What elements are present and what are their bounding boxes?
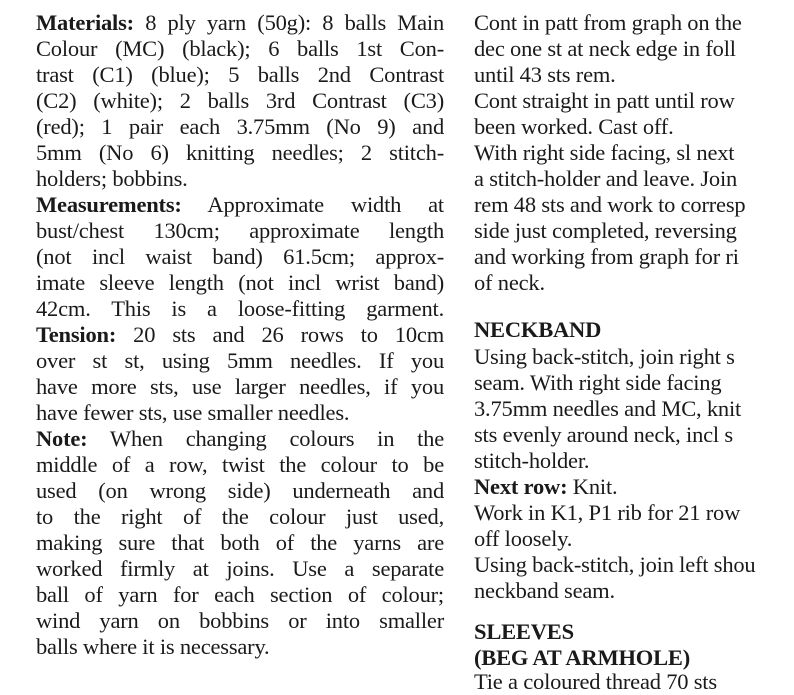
measurements-label: Measurements: [36, 192, 182, 217]
text-line: Measurements: Approximate width at [36, 192, 444, 217]
sleeves-heading: SLEEVES [474, 619, 574, 644]
text-line: Cont straight in patt until row [474, 88, 735, 113]
text-line: used (on wrong side) underneath and [36, 478, 444, 503]
text-line: 42cm. This is a loose-fitting garment. [36, 296, 444, 321]
text-line: and working from graph for ri [474, 244, 739, 269]
text-line: Tension: 20 sts and 26 rows to 10cm [36, 322, 444, 347]
text-line: until 43 sts rem. [474, 62, 616, 87]
text-line: (C2) (white); 2 balls 3rd Contrast (C3) [36, 88, 444, 113]
text-line: of neck. [474, 270, 545, 295]
left-column [36, 0, 446, 680]
text-line: have more sts, use larger needles, if you [36, 374, 444, 399]
tension-label: Tension: [36, 322, 117, 347]
neckband-heading: NECKBAND [474, 317, 602, 342]
sleeves-subheading: (BEG AT ARMHOLE) [474, 645, 690, 670]
text-line: over st st, using 5mm needles. If you [36, 348, 444, 373]
text-line: stitch-holder. [474, 448, 590, 473]
text-line: Note: When changing colours in the [36, 426, 444, 451]
text-line: dec one st at neck edge in foll [474, 36, 736, 61]
text-line: Next row: Knit. [474, 474, 618, 499]
text-line: Work in K1, P1 rib for 21 row [474, 500, 741, 525]
text-line: 3.75mm needles and MC, knit [474, 396, 742, 421]
text-line: have fewer sts, use smaller needles. [36, 400, 350, 425]
text-line: holders; bobbins. [36, 166, 188, 191]
text-line: Using back-stitch, join left shou [474, 552, 756, 577]
text-line: Cont in patt from graph on the [474, 10, 742, 35]
text-line: seam. With right side facing [474, 370, 722, 395]
text-line: ball of yarn for each section of colour; [36, 582, 444, 607]
text-line: neckband seam. [474, 578, 615, 603]
text-line: 5mm (No 6) knitting needles; 2 stitch- [36, 140, 444, 165]
text-line: With right side facing, sl next [474, 140, 735, 165]
text-line: making sure that both of the yarns are [36, 530, 444, 555]
text-line: middle of a row, twist the colour to be [36, 452, 444, 477]
text-line: Using back-stitch, join right s [474, 344, 735, 369]
text-line-cut: Tie a coloured thread 70 sts [474, 669, 717, 694]
text-line: Materials: 8 ply yarn (50g): 8 balls Main [36, 10, 444, 35]
text-line: a stitch-holder and leave. Join [474, 166, 738, 191]
text-line: off loosely. [474, 526, 573, 551]
text-line: worked firmly at joins. Use a separate [36, 556, 444, 581]
materials-label: Materials: [36, 10, 134, 35]
text-line: sts evenly around neck, incl s [474, 422, 733, 447]
text-line: side just completed, reversing [474, 218, 737, 243]
text-line: (not incl waist band) 61.5cm; approx- [36, 244, 444, 269]
text-line: rem 48 sts and work to corresp [474, 192, 746, 217]
right-column [474, 0, 794, 694]
text-line: imate sleeve length (not incl wrist band) [36, 270, 444, 295]
text-line: bust/chest 130cm; approximate length [36, 218, 444, 243]
text-line: been worked. Cast off. [474, 114, 674, 139]
text-line: (red); 1 pair each 3.75mm (No 9) and [36, 114, 444, 139]
text-line: wind yarn on bobbins or into smaller [36, 608, 444, 633]
text-line: to the right of the colour just used, [36, 504, 444, 529]
next-row-label: Next row: [474, 474, 568, 499]
text-line: balls where it is necessary. [36, 634, 270, 659]
text-line: trast (C1) (blue); 5 balls 2nd Contrast [36, 62, 444, 87]
note-label: Note: [36, 426, 88, 451]
text-line: Colour (MC) (black); 6 balls 1st Con- [36, 36, 444, 61]
